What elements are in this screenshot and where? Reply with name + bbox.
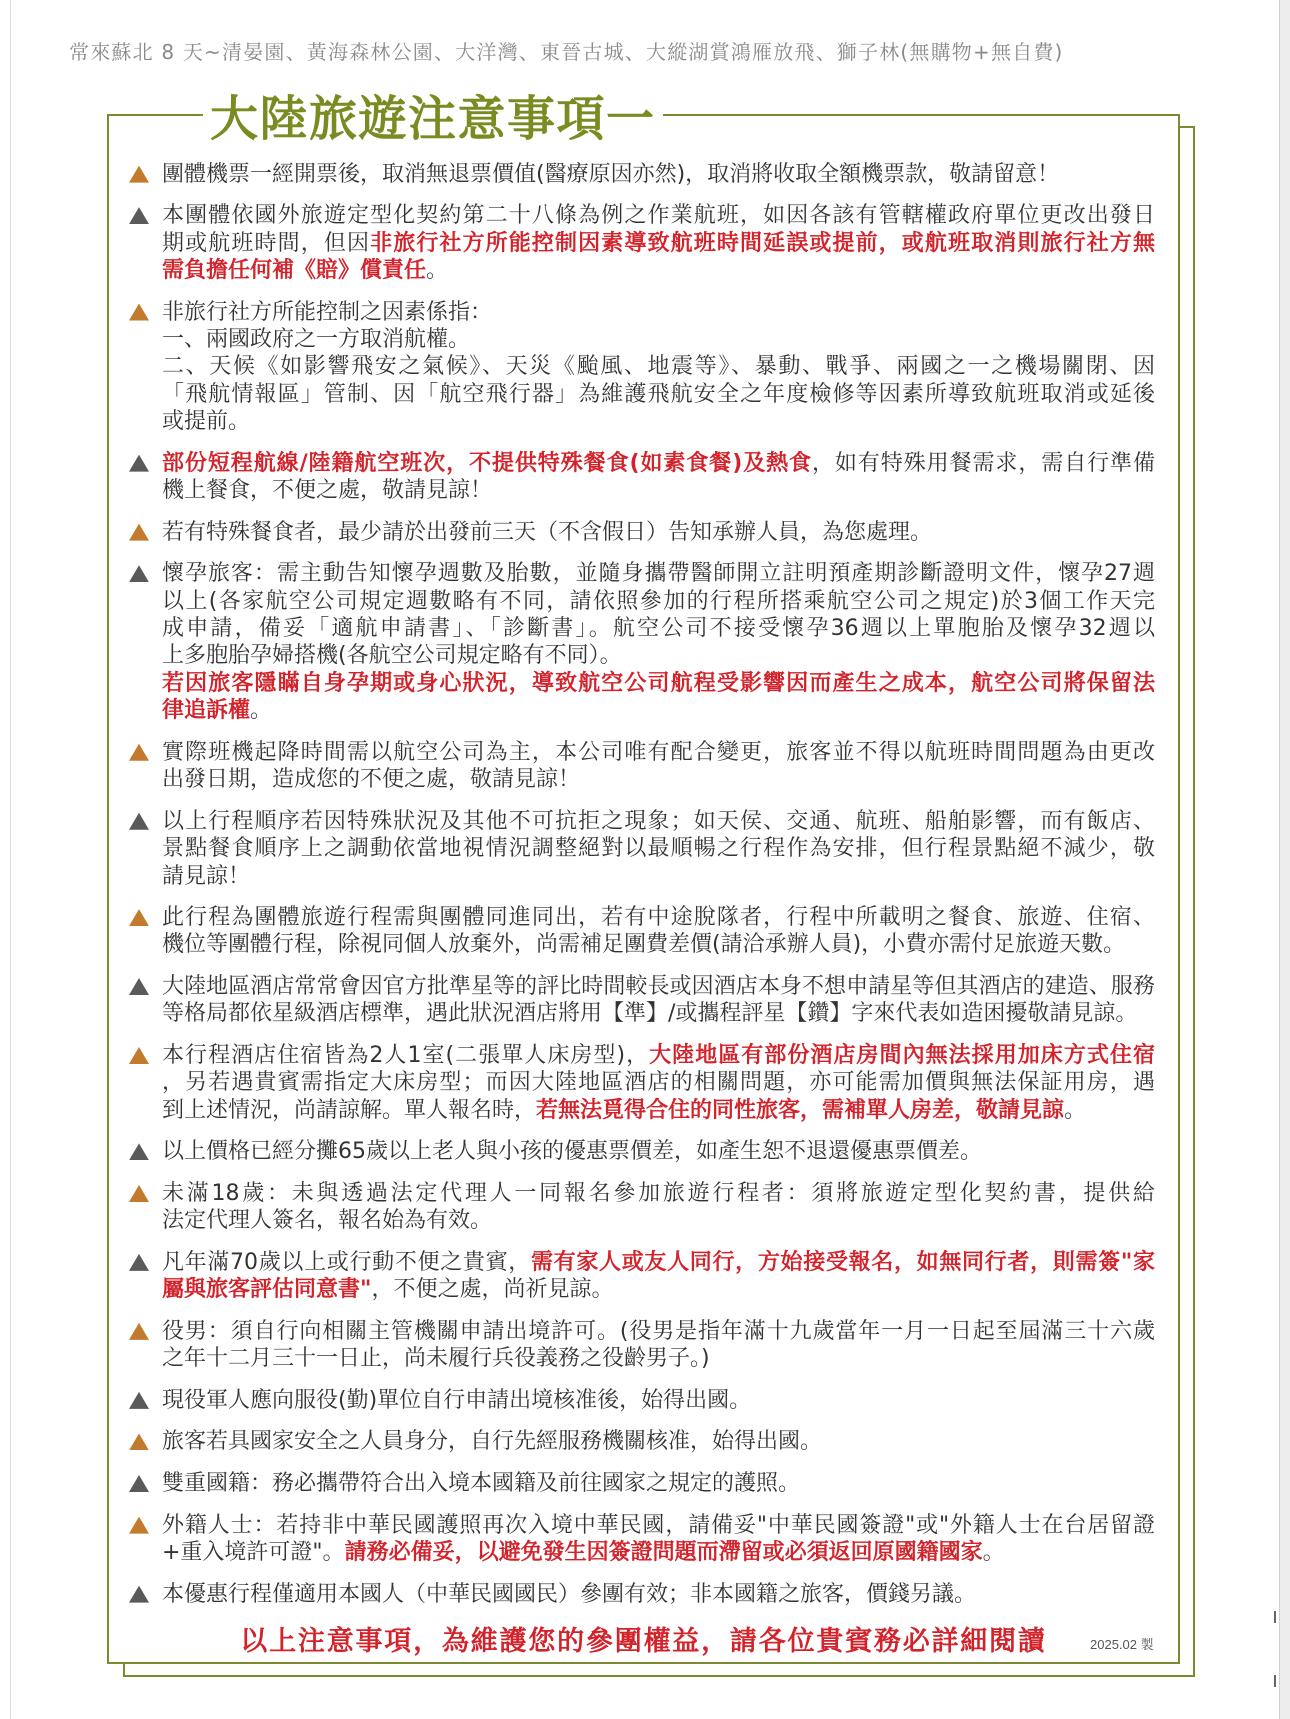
notice-line <box>162 739 1155 766</box>
notice-text: 。 <box>1064 1097 1087 1123</box>
notice-text: 雙重國籍：務必攜帶符合出入境本國籍及前往國家之規定的護照。 <box>162 1471 801 1497</box>
notice-line <box>162 1207 1162 1234</box>
notice-line <box>162 202 1155 229</box>
notice-text: 法定代理人簽名，報名始為有效。 <box>162 1208 493 1234</box>
notice-line <box>162 1470 1162 1497</box>
notice-item <box>162 1180 1162 1235</box>
notice-line <box>162 615 1155 642</box>
notice-item <box>162 202 1162 284</box>
notice-item <box>162 450 1162 505</box>
notice-line <box>162 257 1162 284</box>
notice-line <box>162 670 1155 697</box>
notice-line <box>162 353 1155 380</box>
closing-statement: 以上注意事項，為維護您的參團權益，請各位貴賓務必詳細閱讀 <box>240 1626 1047 1657</box>
notice-item <box>162 973 1162 1028</box>
emphasis-text: 需負擔任何補《賠》償責任 <box>162 257 427 283</box>
notice-line <box>162 1097 1162 1124</box>
notice-item <box>162 1581 1162 1608</box>
notice-line <box>162 904 1155 931</box>
notice-line <box>162 381 1155 408</box>
notice-line <box>162 1318 1155 1345</box>
notice-line <box>162 519 1162 546</box>
notice-item <box>162 1249 1162 1304</box>
issue-date: 2025.02 製 <box>1090 1637 1154 1652</box>
notice-text: 二、天候《如影響飛安之氣候》、天災《颱風、地震等》、暴動、戰爭、兩國之一之機場關閉、因 <box>162 354 1155 380</box>
notice-text: 懷孕旅客：需主動告知懷孕週數及胎數，並隨身攜帶醫師開立註明預產期診斷證明文件，懷孕27週 <box>162 561 1155 587</box>
notice-text: 本優惠行程僅適用本國人（中華民國國民）參團有效；非本國籍之旅客，價錢另議。 <box>162 1581 977 1607</box>
emphasis-text: 需有家人或友人同行，方始接受報名，如無同行者，則需簽"家 <box>530 1249 1155 1275</box>
notice-line <box>162 1581 1162 1608</box>
notice-line <box>162 1000 1162 1027</box>
notice-line <box>162 1276 1162 1303</box>
notice-text: 成申請，備妥「適航申請書」、「診斷書」。航空公司不接受懷孕36週以上單胞胎及懷孕32週以 <box>162 616 1155 641</box>
notice-text: 未滿18歲：未與透過法定代理人一同報名參加旅遊行程者：須將旅遊定型化契約書，提供給 <box>162 1180 1155 1206</box>
notice-text: ，如有特殊用餐需求，需自行準備 <box>811 450 1155 476</box>
notice-text: 本行程酒店住宿皆為2人1室(二張單人床房型)， <box>162 1043 650 1069</box>
notice-line <box>162 477 1162 504</box>
notice-text: 實際班機起降時間需以航空公司為主，本公司唯有配合變更，旅客並不得以航班時間問題為由更改 <box>162 739 1155 765</box>
notice-text: +重入境許可證"。 <box>162 1539 345 1565</box>
notice-item <box>162 904 1162 959</box>
notice-item <box>162 1318 1162 1373</box>
notice-text: 機位等團體行程，除視同個人放棄外，尚需補足團費差價(請洽承辦人員)，小費亦需付足旅遊天數。 <box>162 932 1126 958</box>
notice-line <box>162 1428 1162 1455</box>
emphasis-text: 大陸地區有部份酒店房間內無法採用加床方式住宿 <box>649 1043 1155 1069</box>
notice-line <box>162 973 1155 1000</box>
notice-text: 一、兩國政府之一方取消航權。 <box>162 326 471 352</box>
notice-text: 以上行程順序若因特殊狀況及其他不可抗拒之現象；如天侯、交通、航班、船舶影響，而有飯店、 <box>162 808 1155 834</box>
notice-item <box>162 1428 1162 1455</box>
notice-line <box>162 450 1155 477</box>
notice-text: ，另若遇貴賓需指定大床房型；而因大陸地區酒店的相關問題，亦可能需加價與無法保証用房，遇 <box>162 1070 1155 1096</box>
notice-text: 旅客若具國家安全之人員身分，自行先經服務機關核准，始得出國。 <box>162 1429 823 1455</box>
emphasis-text: 屬與旅客評估同意書" <box>162 1277 372 1303</box>
notice-line <box>162 697 1162 724</box>
notice-line <box>162 1539 1162 1566</box>
notice-line <box>162 931 1162 958</box>
notice-item <box>162 739 1162 794</box>
viewer-gutter <box>1279 0 1290 1719</box>
notice-text: ，不便之處，尚祈見諒。 <box>371 1277 614 1303</box>
notice-text: 團體機票一經開票後，取消無退票價值(醫療原因亦然)，取消將收取全額機票款，敬請留意！ <box>162 161 1060 187</box>
notice-line <box>162 326 1162 353</box>
notice-line <box>162 230 1155 257</box>
notice-line <box>162 588 1155 615</box>
notice-line <box>162 808 1155 835</box>
notice-line <box>162 863 1162 890</box>
notice-item <box>162 1512 1162 1567</box>
notice-item <box>162 1138 1162 1165</box>
notice-text: 等格局都依星級酒店標準，遇此狀況酒店將用【準】/或攜程評星【鑽】字來代表如造困擾敬請見諒。 <box>162 1001 1138 1027</box>
notice-line <box>162 1345 1162 1372</box>
tour-title: 常來蘇北 8 天~清晏園、黃海森林公園、大洋灣、東晉古城、大縱湖賞鴻雁放飛、獅子林(無購物+無自費) <box>69 40 1064 64</box>
notice-text: 。 <box>250 698 273 724</box>
notice-text: 役男：須自行向相關主管機關申請出境許可。(役男是指年滿十九歲當年一月一日起至屆滿三十六歲 <box>162 1318 1155 1344</box>
emphasis-text: 請務必備妥，以避免發生因簽證問題而滯留或必須返回原國籍國家 <box>344 1539 983 1565</box>
notice-line <box>162 299 1162 326</box>
notice-item <box>162 1387 1162 1414</box>
notice-text: 以上(各家航空公司規定週數略有不同，請依照參加的行程所搭乘航空公司之規定)於3個工作天完 <box>162 588 1155 614</box>
notice-text: 期或航班時間，但因 <box>162 230 371 256</box>
notice-text: 上多胞胎孕婦搭機(各航空公司規定略有不同）。 <box>162 643 622 669</box>
notice-line <box>162 1512 1155 1539</box>
notice-text: 請見諒！ <box>162 863 251 889</box>
notice-line <box>162 560 1155 587</box>
scroll-indicator <box>1274 1611 1276 1623</box>
notice-line <box>162 1042 1155 1069</box>
notice-text: 大陸地區酒店常常會因官方批準星等的評比時間較長或因酒店本身不想申請星等但其酒店的建造、服務 <box>162 974 1155 1000</box>
notice-line <box>162 1249 1155 1276</box>
emphasis-text: 若因旅客隱瞞自身孕期或身心狀況，導致航空公司航程受影響因而產生之成本，航空公司將保留法 <box>162 670 1155 696</box>
notice-text: 凡年滿70歲以上或行動不便之貴賓， <box>162 1249 531 1275</box>
notice-text: 機上餐食，不便之處，敬請見諒！ <box>162 478 493 504</box>
notice-text: 現役軍人應向服役(勤)單位自行申請出境核准後，始得出國。 <box>162 1387 752 1413</box>
page-left-edge <box>10 0 11 1719</box>
notice-item <box>162 1470 1162 1497</box>
notice-line <box>162 408 1162 435</box>
notice-item <box>162 808 1162 890</box>
notice-line <box>162 766 1162 793</box>
notice-line <box>162 1180 1155 1207</box>
notice-item <box>162 519 1162 546</box>
notice-text: 。 <box>426 257 449 283</box>
notice-text: 若有特殊餐食者，最少請於出發前三天（不含假日）告知承辦人員，為您處理。 <box>162 519 933 545</box>
notice-text: 。 <box>982 1539 1005 1565</box>
emphasis-text: 律追訴權 <box>162 698 251 724</box>
notice-item <box>162 161 1162 188</box>
notice-list <box>162 161 1162 1623</box>
notice-text: 此行程為團體旅遊行程需與團體同進同出，若有中途脫隊者，行程中所載明之餐食、旅遊、住宿、 <box>162 905 1155 931</box>
emphasis-text: 部份短程航線/陸籍航空班次，不提供特殊餐食(如素食餐)及熱食 <box>162 450 812 476</box>
notice-text: 或提前。 <box>162 409 251 435</box>
emphasis-text: 若無法覓得合住的同性旅客，需補單人房差，敬請見諒 <box>536 1097 1065 1123</box>
notice-line <box>162 161 1162 188</box>
notice-line <box>162 642 1162 669</box>
notice-text: 外籍人士：若持非中華民國護照再次入境中華民國，請備妥"中華民國簽證"或"外籍人士在台居留證 <box>162 1512 1155 1538</box>
notice-line <box>162 1387 1162 1414</box>
notice-text: 出發日期，造成您的不便之處，敬請見諒！ <box>162 767 581 793</box>
notice-text: 到上述情況，尚請諒解。單人報名時， <box>162 1097 537 1123</box>
notice-line <box>162 1069 1155 1096</box>
notice-line <box>162 1138 1162 1165</box>
notice-item <box>162 1042 1162 1124</box>
notice-text: 之年十二月三十一日止，尚未履行兵役義務之役齡男子。) <box>162 1346 710 1372</box>
scroll-indicator <box>1274 1675 1276 1687</box>
notice-item <box>162 299 1162 436</box>
notice-title: 大陸旅遊注意事項一 <box>203 93 663 145</box>
notice-line <box>162 835 1155 862</box>
notice-item <box>162 560 1162 724</box>
emphasis-text: 非旅行社方所能控制因素導致航班時間延誤或提前，或航班取消則旅行社方無 <box>370 230 1155 256</box>
notice-text: 非旅行社方所能控制之因素係指： <box>162 299 493 325</box>
notice-text: 以上價格已經分攤65歲以上老人與小孩的優惠票價差，如產生恕不退還優惠票價差。 <box>162 1139 982 1165</box>
notice-text: 本團體依國外旅遊定型化契約第二十八條為例之作業航班，如因各該有管轄權政府單位更改出發日 <box>162 203 1155 229</box>
notice-text: 「飛航情報區」管制、因「航空飛行器」為維護飛航安全之年度檢修等因素所導致航班取消或延後 <box>162 381 1155 407</box>
notice-text: 景點餐食順序上之調動依當地視情況調整絕對以最順暢之行程作為安排，但行程景點絕不減少，敬 <box>162 836 1155 862</box>
